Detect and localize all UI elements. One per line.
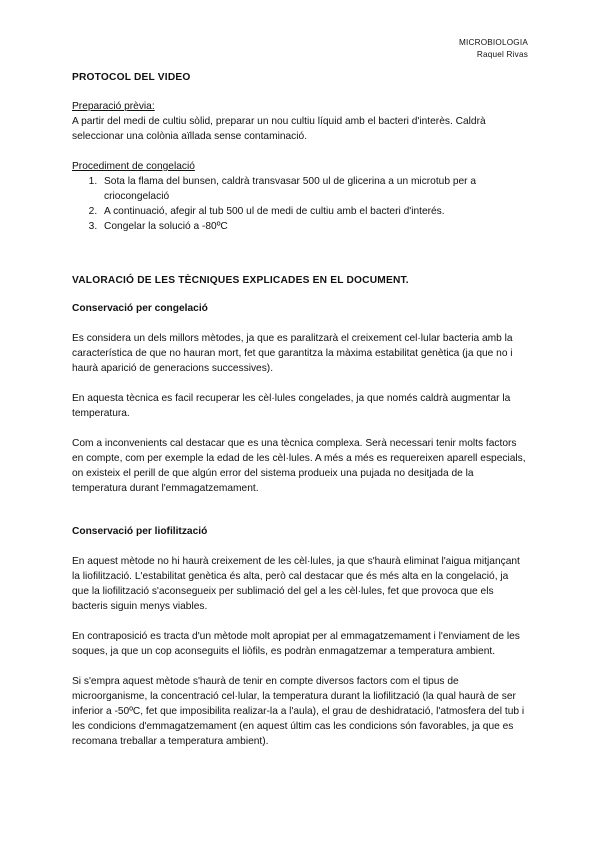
freezing-paragraph: Com a inconvenients cal destacar que es una tècnica complexa. Serà necessari tenir molts factors en compte, com per exemple la edad de les cèl·lules. A més a més es requereixen aparell especials, on existeix el perill de que algún error del sistema produeix una pujada no desitjada de la temperatura durant l'emmagatzemament.	[72, 438, 526, 494]
course-name: MICROBIOLOGIA	[458, 38, 528, 47]
prep-text: A partir del medi de cultiu sòlid, preparar un nou cultiu líquid amb el bacteri d'interès. Caldrà seleccionar una colònia aïllada sense contaminació.	[72, 116, 486, 142]
freeze-drying-paragraph: En aquest mètode no hi haurà creixement de les cèl·lules, ja que s'haurà eliminat l'aigua mitjançant la liofilització. L'estabilitat genètica és alta, però cal destacar que és més alta en la congelació, ja que la liofilització s'aconsegueix per sublimació del gel a les cèl·lules, fet que provoca que els bacteris siguin menys viables.	[72, 556, 520, 612]
freeze-drying-heading: Conservació per liofilització	[72, 526, 208, 537]
valuation-title: VALORACIÓ DE LES TÈCNIQUES EXPLICADES EN EL DOCUMENT.	[72, 275, 409, 286]
freeze-drying-paragraph: En contraposició es tracta d'un mètode molt apropiat per al emmagatzemament i l'enviament de les soques, ja que un cop aconseguits el liòfils, es podràn enmagatzemar a temperatura ambient.	[72, 631, 520, 657]
freezing-paragraph: Es considera un dels millors mètodes, ja que es paralitzarà el creixement cel·lular bacteria amb la característica de que no hauran mort, fet que garantitza la màxima estabilitat genètica (ja que no i haurà aparició de generacions successives).	[72, 333, 513, 374]
protocol-title: PROTOCOL DEL VIDEO	[72, 72, 191, 83]
procedure-step: 1. Sota la flama del bunsen, caldrà transvasar 500 ul de glicerina a un microtub per a criocongelació	[100, 174, 528, 204]
document-body	[72, 70, 528, 749]
freezing-paragraph: En aquesta tècnica es facil recuperar les cèl·lules congelades, ja que només caldrà augmentar la temperatura.	[72, 393, 511, 419]
freezing-heading: Conservació per congelació	[72, 303, 208, 314]
freeze-drying-paragraph: Si s'empra aquest mètode s'haurà de tenir en compte diversos factors com el tipus de microorganisme, la concentració cel·lular, la temperatura durant la liofilització (la qual haurà de ser inferior a -50ºC, fet que imposibilita realizar-la a l'aula), el grau de deshidratació, l'atmosfera del tub i les condicions d'emmagatzemament (en aquest últim cas les condicions són favorables, ja que es recomana treballar a temperatura ambient).	[72, 676, 525, 747]
page-header	[459, 37, 528, 61]
procedure-step: 3. Congelar la solució a -80ºC	[100, 219, 528, 234]
prep-heading: Preparació prèvia:	[72, 101, 155, 112]
procedure-heading: Procediment de congelació	[72, 161, 195, 172]
procedure-steps	[72, 174, 528, 234]
author-name: Raquel Rivas	[476, 50, 528, 59]
procedure-step: 2. A continuació, afegir al tub 500 ul de medi de cultiu amb el bacteri d'interés.	[100, 204, 528, 219]
